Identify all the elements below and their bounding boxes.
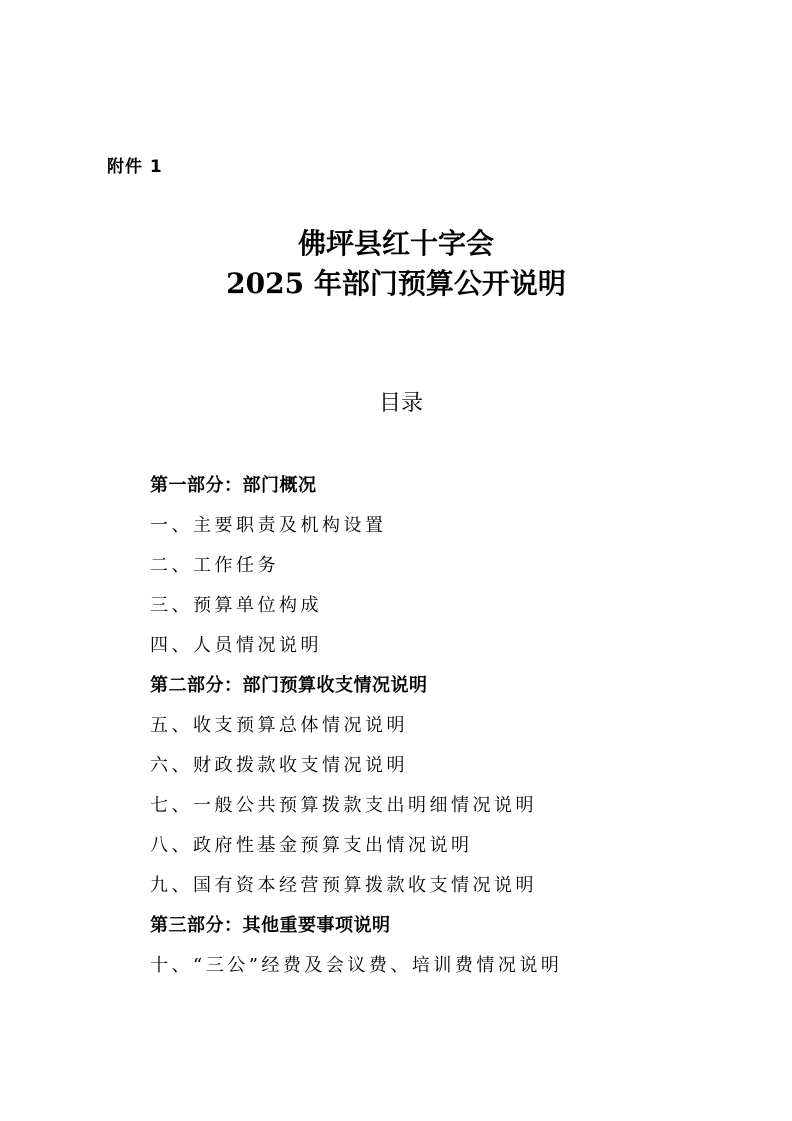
toc-item-4: 四、人员情况说明	[150, 635, 322, 656]
toc-part-1: 第一部分：部门概况	[150, 475, 317, 496]
toc-item-9: 九、国有资本经营预算拨款收支情况说明	[150, 875, 537, 896]
attachment-label: 附件 1	[107, 157, 163, 177]
toc-item-8: 八、政府性基金预算支出情况说明	[150, 835, 473, 856]
toc-item-7: 七、一般公共预算拨款支出明细情况说明	[150, 795, 537, 816]
toc-item-2: 二、工作任务	[150, 555, 279, 576]
toc-part-3: 第三部分：其他重要事项说明	[150, 915, 391, 936]
toc-item-1: 一、主要职责及机构设置	[150, 515, 387, 536]
toc-item-10: 十、“三公”经费及会议费、培训费情况说明	[150, 955, 563, 976]
table-of-contents	[150, 470, 750, 990]
toc-item-3: 三、预算单位构成	[150, 595, 322, 616]
toc-part-2: 第二部分：部门预算收支情况说明	[150, 675, 428, 696]
document-title-line2: 2025 年部门预算公开说明	[226, 267, 566, 300]
toc-item-5: 五、收支预算总体情况说明	[150, 715, 408, 736]
toc-item-6: 六、财政拨款收支情况说明	[150, 755, 408, 776]
document-title-line1: 佛坪县红十字会	[297, 227, 494, 260]
toc-heading: 目录	[378, 391, 423, 416]
